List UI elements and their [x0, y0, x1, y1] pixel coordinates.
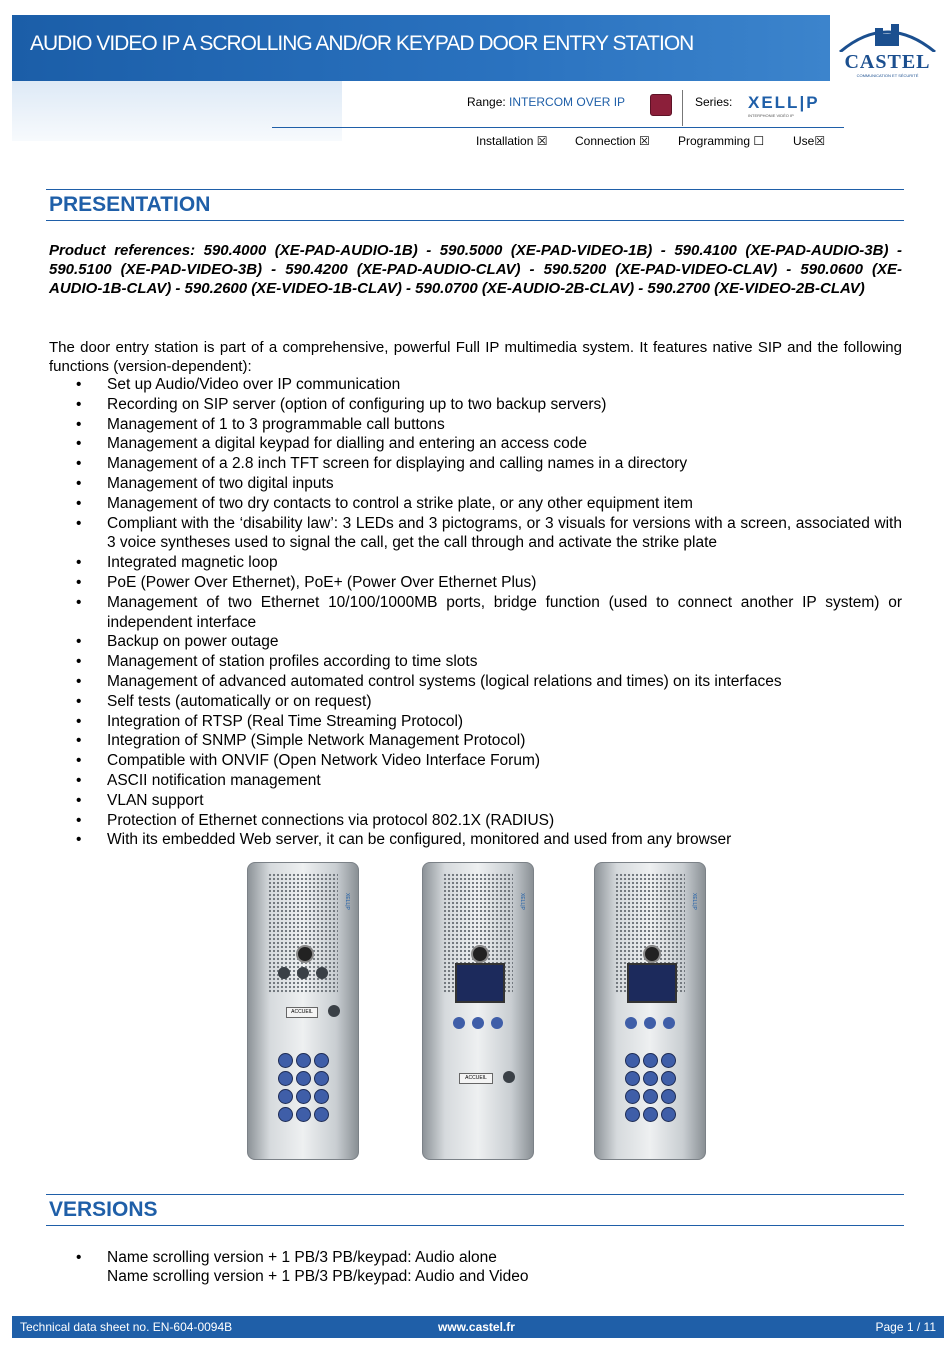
pictogram-icon — [625, 1017, 637, 1029]
bullet-icon: • — [76, 554, 82, 572]
section-rule-top — [46, 189, 904, 190]
xellip-logo: XELL|P — [748, 93, 820, 112]
bullet-icon: • — [76, 672, 82, 690]
bullet-icon: • — [76, 455, 82, 473]
name-label: ACCUEIL — [459, 1073, 493, 1084]
pictogram-icon — [278, 967, 290, 979]
bullet-icon: • — [76, 514, 82, 532]
pictogram-icon — [297, 967, 309, 979]
bullet-icon: • — [76, 474, 82, 492]
header-decoration — [12, 81, 342, 141]
header-band — [12, 15, 830, 81]
castel-logo — [835, 18, 940, 78]
tft-screen — [627, 963, 677, 1003]
pictogram-icon — [453, 1017, 465, 1029]
list-item: • Compatible with ONVIF (Open Network Video Interface Forum) — [76, 752, 541, 770]
bullet-icon: • — [76, 395, 82, 413]
pictogram-icon — [663, 1017, 675, 1029]
xellip-logo-tagline: INTERPHONIE VIDÉO IP — [748, 113, 794, 118]
check-programming: Programming ☐ — [678, 134, 765, 148]
camera-icon — [643, 945, 661, 963]
station-photo-video-keypad — [594, 862, 706, 1160]
bullet-icon: • — [76, 811, 82, 829]
globe-icon — [650, 94, 672, 116]
list-item: • Integrated magnetic loop — [76, 554, 278, 572]
tft-screen — [455, 963, 505, 1003]
list-item: • With its embedded Web server, it can be configured, monitored and used from any browser — [76, 831, 732, 849]
range-value: INTERCOM OVER IP — [509, 95, 626, 109]
list-item: • VLAN support — [76, 791, 204, 809]
xellip-brand-label: XELL|P — [519, 893, 525, 910]
bullet-icon: • — [76, 633, 82, 651]
document-title: AUDIO VIDEO IP A SCROLLING AND/OR KEYPAD DOOR ENTRY STATION — [30, 32, 694, 55]
check-connection: Connection ☒ — [575, 134, 650, 148]
bullet-icon: • — [76, 692, 82, 710]
call-button-icon — [328, 1005, 340, 1017]
list-item: • Backup on power outage — [76, 633, 279, 651]
pictogram-icon — [491, 1017, 503, 1029]
castle-icon — [835, 18, 940, 52]
bullet-icon: • — [76, 494, 82, 512]
product-references: Product references: 590.4000 (XE-PAD-AUDIO-1B) - 590.5000 (XE-PAD-VIDEO-1B) - 590.4100 (XE-PAD-AUDIO-3B) - 590.5100 (XE-PAD-VIDEO-3B) - 590.4200 (XE-PAD-AUDIO-CLAV) - 590.5200 (XE-PAD-VIDEO-CLAV) - 590.0600 (XE-AUDIO-1B-CLAV) - 590.2600 (XE-VIDEO-1B-CLAV) - 590.0700 (XE-AUDIO-2B-CLAV) - 590.2700 (XE-VIDEO-2B-CLAV) — [49, 242, 902, 297]
keypad — [278, 1053, 328, 1115]
bullet-icon: • — [76, 573, 82, 591]
bullet-icon: • — [76, 732, 82, 750]
list-item: • Management of advanced automated control systems (logical relations and times) on its interfaces — [76, 672, 782, 690]
bullet-icon: • — [76, 771, 82, 789]
section-rule-bottom — [46, 220, 904, 221]
pictogram-icon — [472, 1017, 484, 1029]
bullet-icon: • — [76, 435, 82, 453]
list-item: • Compliant with the ‘disability law’: 3 LEDs and 3 pictograms, or 3 visuals for versions with a screen, associated with 3 voice syntheses used to signal the call, get the call through and activate the strike plate — [76, 514, 902, 552]
list-item: • Self tests (automatically or on request) — [76, 692, 372, 710]
bullet-icon: • — [76, 831, 82, 849]
camera-icon — [296, 945, 314, 963]
list-item: • Set up Audio/Video over IP communication — [76, 376, 401, 393]
footer-sheet-number: Technical data sheet no. EN-604-0094B — [20, 1320, 233, 1334]
station-photo-video-screen — [422, 862, 534, 1160]
range-row — [467, 95, 625, 109]
logo-tagline: COMMUNICATION ET SÉCURITÉ — [856, 73, 919, 78]
list-item: • Integration of RTSP (Real Time Streaming Protocol) — [76, 712, 464, 730]
list-item: • Recording on SIP server (option of configuring up to two backup servers) — [76, 395, 607, 413]
station-photo-audio-keypad — [247, 862, 359, 1160]
range-label: Range: — [467, 95, 506, 109]
list-item: • Management of station profiles according to time slots — [76, 653, 478, 671]
list-item: • Management of two dry contacts to control a strike plate, or any other equipment item — [76, 494, 693, 512]
bullet-icon: • — [76, 712, 82, 730]
bullet-icon: • — [76, 593, 82, 611]
call-button-icon — [503, 1071, 515, 1083]
list-item: • Integration of SNMP (Simple Network Management Protocol) — [76, 732, 526, 750]
versions-list — [49, 1248, 902, 1286]
versions-heading: VERSIONS — [49, 1198, 158, 1221]
list-item: • Management of two digital inputs — [76, 474, 334, 492]
list-item: • Management of a 2.8 inch TFT screen for displaying and calling names in a directory — [76, 455, 688, 473]
version-line: Name scrolling version + 1 PB/3 PB/keypad: Audio and Video — [107, 1268, 529, 1285]
check-use: Use☒ — [793, 134, 826, 148]
xellip-brand-label: XELL|P — [344, 893, 350, 910]
footer-bar — [12, 1316, 944, 1338]
keypad — [625, 1053, 675, 1115]
list-item: • ASCII notification management — [76, 771, 321, 789]
range-separator — [682, 90, 683, 126]
camera-icon — [471, 945, 489, 963]
xellip-brand-label: XELL|P — [691, 893, 697, 910]
pictogram-icon — [316, 967, 328, 979]
list-item — [49, 1248, 902, 1286]
feature-list — [49, 375, 902, 850]
check-installation: Installation ☒ — [476, 134, 548, 148]
bullet-icon: • — [76, 653, 82, 671]
presentation-heading: PRESENTATION — [49, 193, 211, 216]
list-item: • PoE (Power Over Ethernet), PoE+ (Power Over Ethernet Plus) — [76, 573, 537, 591]
list-item: • Management of 1 to 3 programmable call buttons — [76, 415, 445, 433]
list-item: • Management of two Ethernet 10/100/1000MB ports, bridge function (used to connect another IP system) or independent interface — [76, 593, 902, 631]
name-label: ACCUEIL — [286, 1007, 318, 1018]
section-rule-bottom — [46, 1225, 904, 1226]
header-rule — [272, 127, 844, 128]
bullet-icon: • — [76, 791, 82, 809]
list-item: • Protection of Ethernet connections via protocol 802.1X (RADIUS) — [76, 811, 555, 829]
bullet-icon: • — [76, 415, 82, 433]
pictogram-icon — [644, 1017, 656, 1029]
intro-paragraph: The door entry station is part of a comprehensive, powerful Full IP multimedia system. It features native SIP and the following functions (version-dependent): — [49, 339, 902, 375]
bullet-icon: • — [76, 376, 82, 393]
section-rule-top — [46, 1194, 904, 1195]
list-item: • Management a digital keypad for dialling and entering an access code — [76, 435, 587, 453]
footer-page-number: Page 1 / 11 — [875, 1320, 936, 1334]
footer-website-link[interactable]: www.castel.fr — [438, 1320, 515, 1334]
bullet-icon: • — [76, 1249, 82, 1266]
bullet-icon: • — [76, 752, 82, 770]
logo-wordmark: CASTEL — [844, 51, 931, 73]
series-label: Series: — [695, 95, 733, 109]
version-line: Name scrolling version + 1 PB/3 PB/keypad: Audio alone — [107, 1249, 497, 1266]
